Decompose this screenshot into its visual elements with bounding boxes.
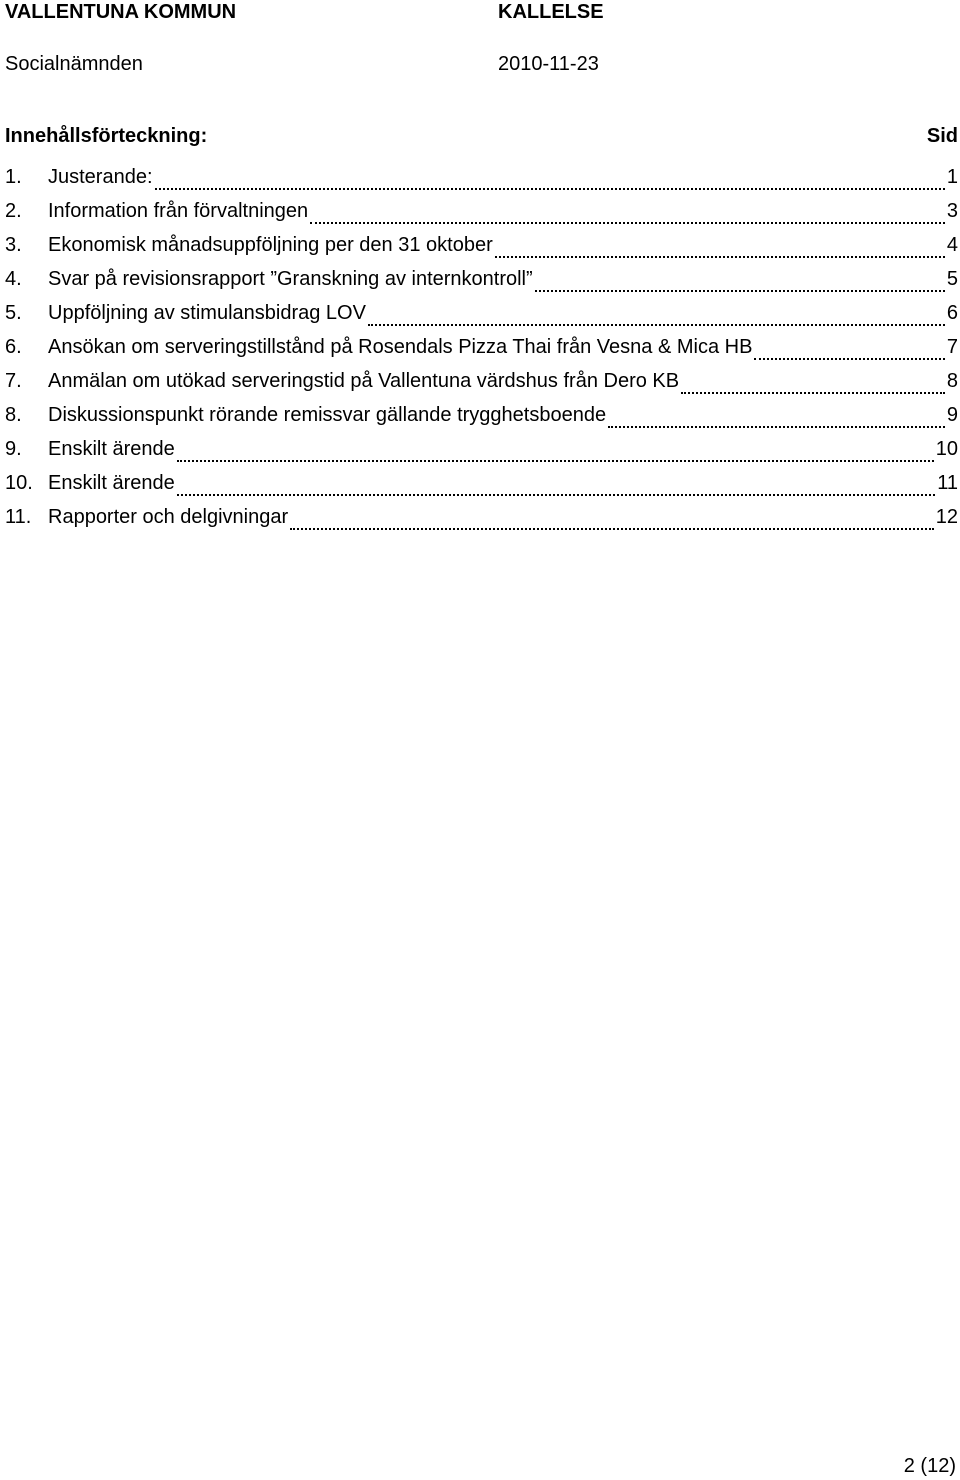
toc-leader-dots bbox=[310, 198, 945, 224]
toc-item-title: Enskilt ärende bbox=[48, 472, 175, 494]
toc-item-number: 4. bbox=[5, 268, 22, 290]
toc-item-page: 3 bbox=[946, 200, 958, 222]
toc-leader-dots bbox=[177, 470, 935, 496]
toc-item[interactable] bbox=[5, 296, 958, 330]
toc-item-page: 11 bbox=[937, 472, 958, 494]
toc-item-title: Svar på revisionsrapport ”Granskning av internkontroll” bbox=[48, 268, 533, 290]
toc-item[interactable] bbox=[5, 228, 958, 262]
toc-item-number: 2. bbox=[5, 200, 22, 222]
department-name: Socialnämnden bbox=[5, 53, 143, 75]
toc-item-number: 5. bbox=[5, 302, 22, 324]
toc-item-page: 10 bbox=[935, 438, 958, 460]
toc-item-number: 6. bbox=[5, 336, 22, 358]
toc-leader-dots bbox=[177, 436, 934, 462]
toc-item-title: Diskussionspunkt rörande remissvar gällande trygghetsboende bbox=[48, 404, 607, 426]
toc-item-title: Enskilt ärende bbox=[48, 438, 175, 460]
toc-leader-dots bbox=[290, 504, 934, 530]
toc-item-page: 5 bbox=[946, 268, 958, 290]
document-type: KALLELSE bbox=[498, 1, 604, 23]
toc-item-title: Rapporter och delgivningar bbox=[48, 506, 289, 528]
document-date: 2010-11-23 bbox=[498, 53, 599, 75]
toc-item-page: 8 bbox=[946, 370, 958, 392]
toc-item-page: 12 bbox=[935, 506, 958, 528]
toc-item-page: 4 bbox=[946, 234, 958, 256]
toc-item-title: Ansökan om serveringstillstånd på Rosendals Pizza Thai från Vesna & Mica HB bbox=[48, 336, 753, 358]
toc-item-number: 10. bbox=[5, 472, 33, 494]
toc-item-number: 8. bbox=[5, 404, 22, 426]
toc-item-page: 1 bbox=[946, 166, 958, 188]
toc-leader-dots bbox=[495, 232, 945, 258]
toc-item[interactable] bbox=[5, 466, 958, 500]
toc-item-title: Anmälan om utökad serveringstid på Vallentuna värdshus från Dero KB bbox=[48, 370, 680, 392]
toc-item-title: Uppföljning av stimulansbidrag LOV bbox=[48, 302, 366, 324]
toc-page-column-heading: Sid bbox=[926, 125, 958, 147]
toc-leader-dots bbox=[608, 402, 945, 428]
toc-leader-dots bbox=[535, 266, 945, 292]
toc-item-page: 6 bbox=[946, 302, 958, 324]
toc-item[interactable] bbox=[5, 194, 958, 228]
toc-item[interactable] bbox=[5, 500, 958, 534]
toc-item[interactable] bbox=[5, 432, 958, 466]
toc-leader-dots bbox=[681, 368, 945, 394]
toc-item[interactable] bbox=[5, 364, 958, 398]
toc-heading: Innehållsförteckning: bbox=[5, 125, 208, 147]
toc-header bbox=[5, 124, 960, 148]
toc-item-number: 3. bbox=[5, 234, 22, 256]
toc-item-title: Ekonomisk månadsuppföljning per den 31 oktober bbox=[48, 234, 493, 256]
toc-item-title: Information från förvaltningen bbox=[48, 200, 309, 222]
toc-item[interactable] bbox=[5, 262, 958, 296]
page-indicator: 2 (12) bbox=[903, 1455, 956, 1477]
toc-item-title: Justerande: bbox=[48, 166, 153, 188]
toc-item-number: 11. bbox=[5, 506, 32, 528]
toc-item-number: 1. bbox=[5, 166, 22, 188]
toc-item[interactable] bbox=[5, 398, 958, 432]
toc-item-page: 9 bbox=[946, 404, 958, 426]
toc-item-page: 7 bbox=[946, 336, 958, 358]
toc-item-number: 9. bbox=[5, 438, 22, 460]
toc-item[interactable] bbox=[5, 160, 958, 194]
organization-name: VALLENTUNA KOMMUN bbox=[5, 1, 237, 23]
toc-leader-dots bbox=[368, 300, 945, 326]
toc-leader-dots bbox=[754, 334, 944, 360]
toc-leader-dots bbox=[155, 164, 945, 190]
toc-item-number: 7. bbox=[5, 370, 22, 392]
toc-item[interactable] bbox=[5, 330, 958, 364]
